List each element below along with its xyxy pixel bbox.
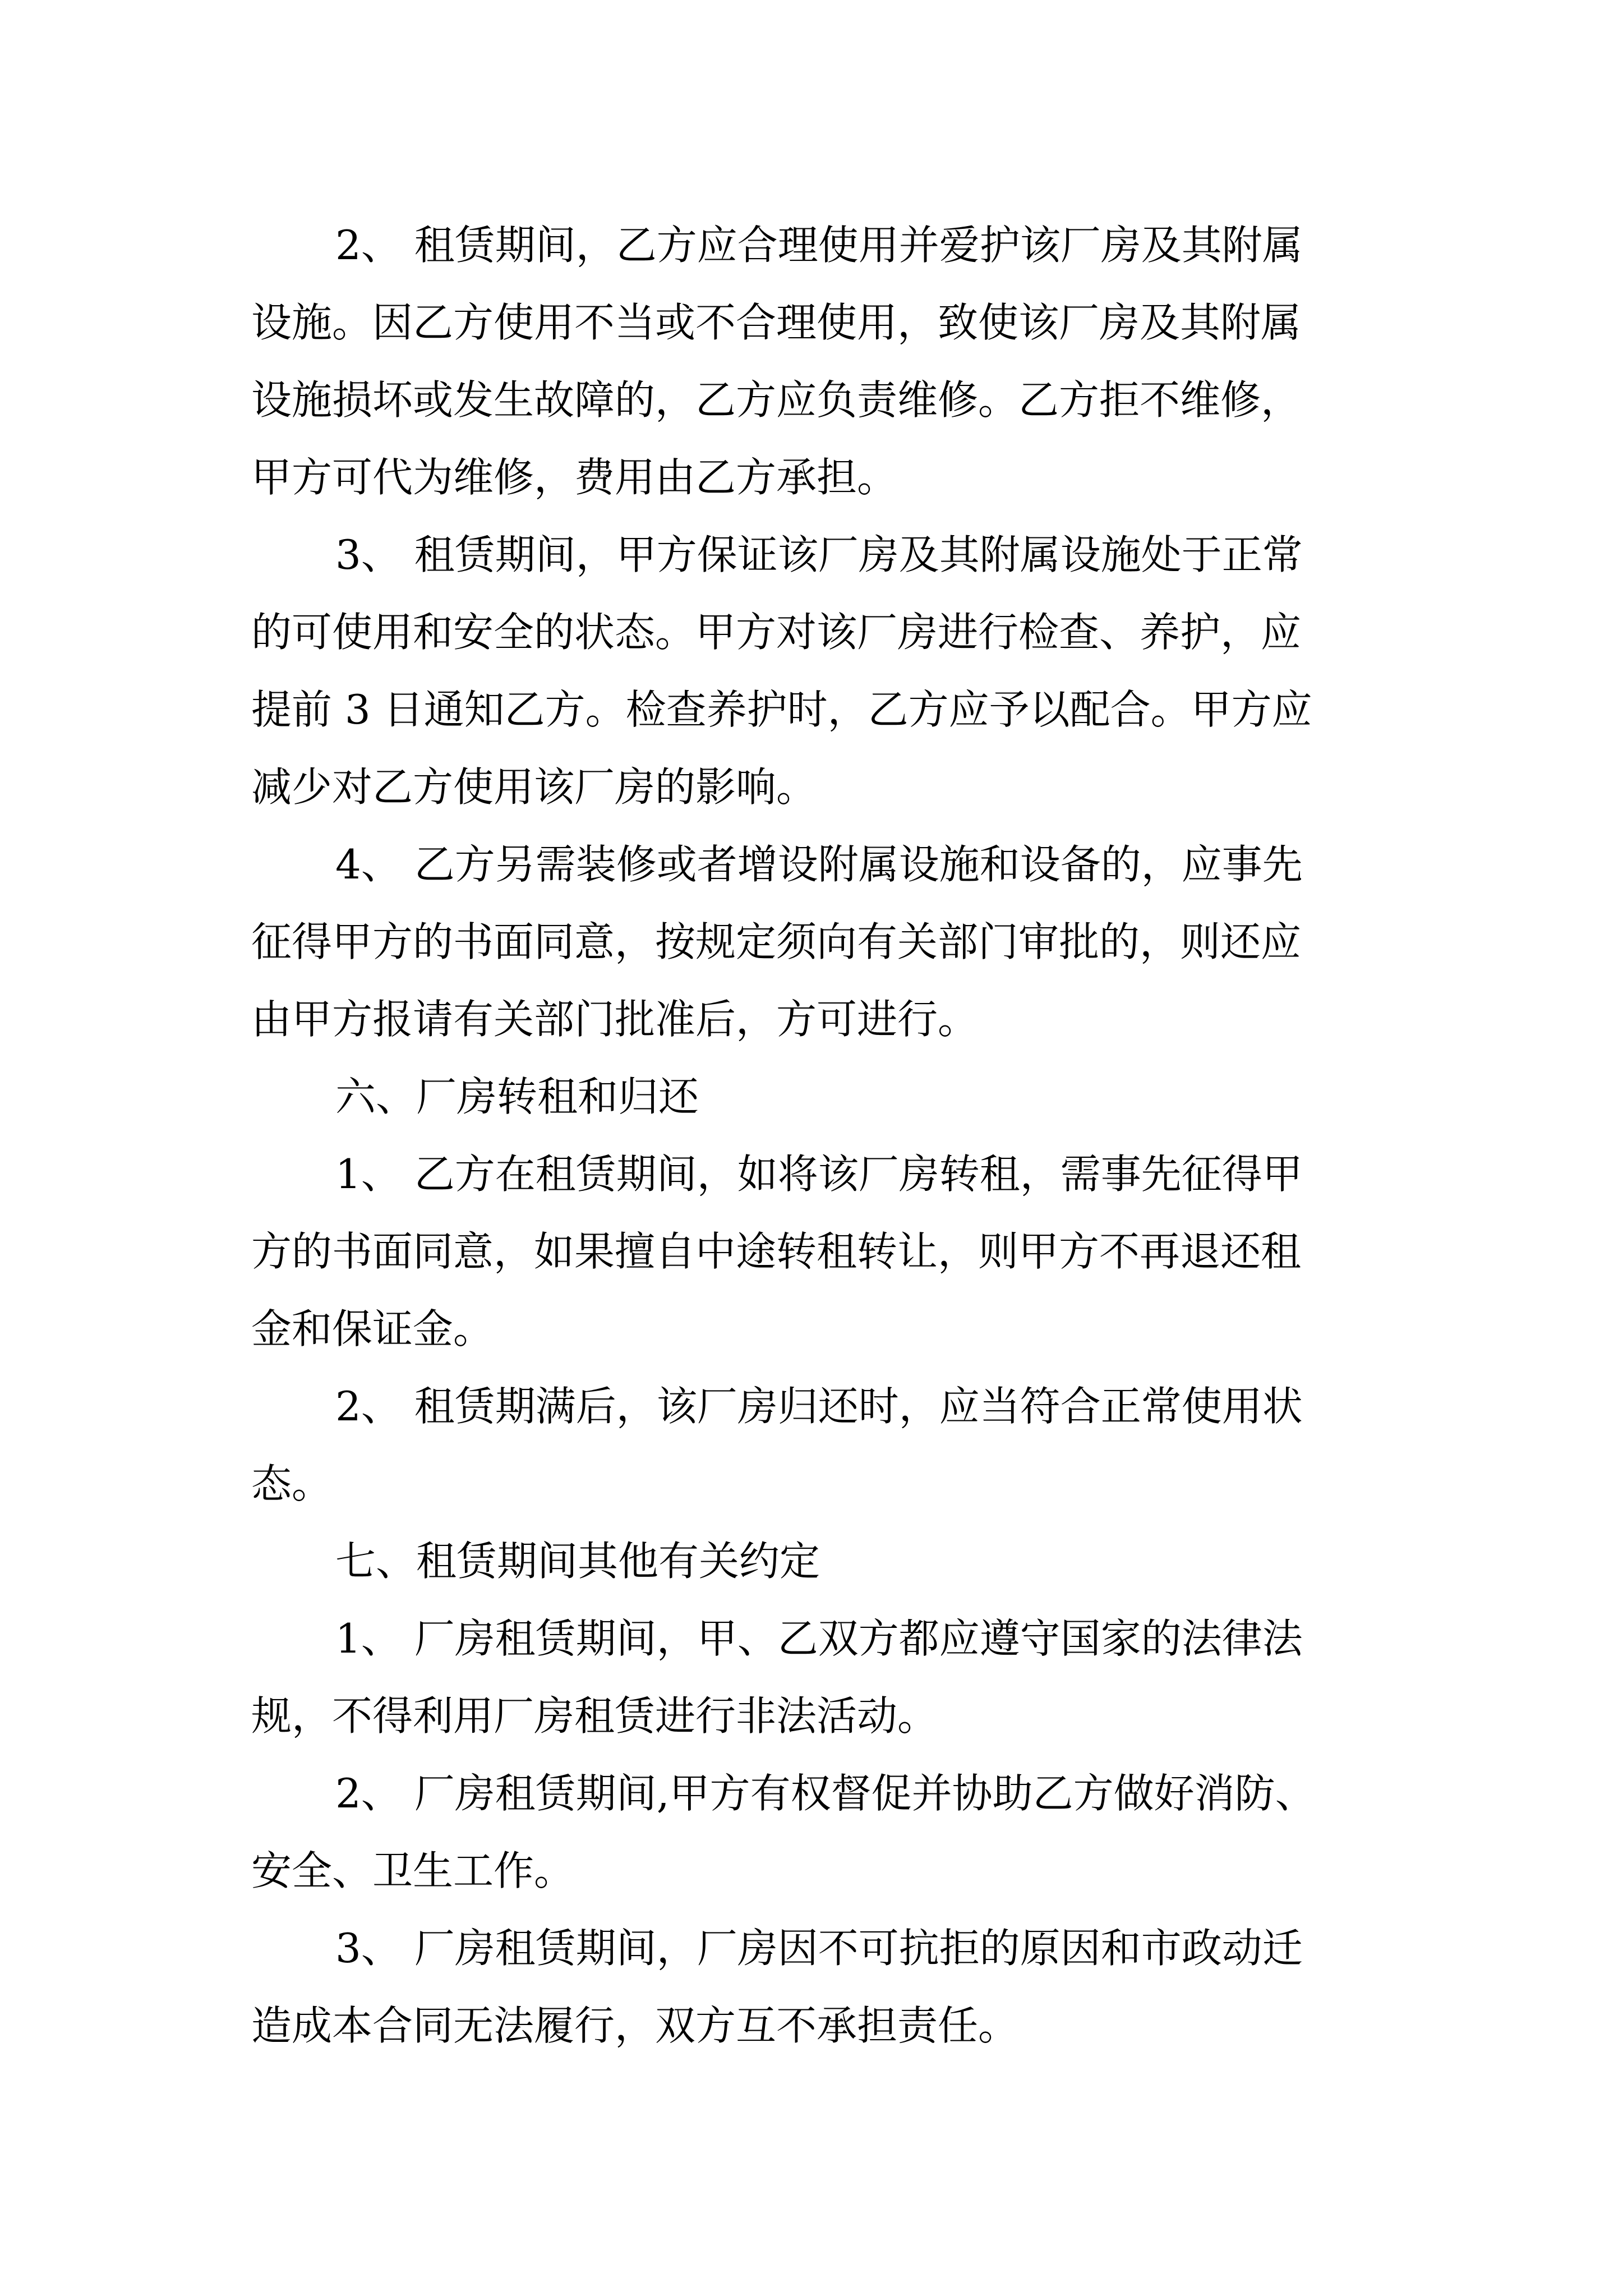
paragraph-line: 甲方可代为维修，费用由乙方承担。 bbox=[251, 454, 898, 501]
paragraph-line: 设施损坏或发生故障的，乙方应负责维修。乙方拒不维修， bbox=[251, 376, 1302, 424]
paragraph-line: 1、 厂房租赁期间，甲、乙双方都应遵守国家的法律法 bbox=[335, 1615, 1303, 1662]
document-body bbox=[251, 206, 1384, 2064]
paragraph-line: 2、 租赁期满后，该厂房归还时，应当符合正常使用状 bbox=[335, 1383, 1303, 1430]
paragraph-line: 由甲方报请有关部门批准后，方可进行。 bbox=[251, 996, 979, 1043]
paragraph-line: 安全、卫生工作。 bbox=[251, 1847, 575, 1894]
paragraph-line: 金和保证金。 bbox=[251, 1305, 494, 1352]
section-heading: 七、租赁期间其他有关约定 bbox=[335, 1538, 820, 1585]
paragraph-line: 2、 租赁期间，乙方应合理使用并爱护该厂房及其附属 bbox=[335, 222, 1303, 269]
paragraph-line: 3、 租赁期间，甲方保证该厂房及其附属设施处于正常 bbox=[335, 531, 1303, 578]
paragraph-line: 1、 乙方在租赁期间，如将该厂房转租，需事先征得甲 bbox=[335, 1151, 1303, 1198]
paragraph-line: 规，不得利用厂房租赁进行非法活动。 bbox=[251, 1692, 938, 1740]
paragraph-line: 的可使用和安全的状态。甲方对该厂房进行检查、养护，应 bbox=[251, 609, 1302, 656]
paragraph-line: 减少对乙方使用该厂房的影响。 bbox=[251, 763, 817, 811]
paragraph-line: 态。 bbox=[251, 1460, 333, 1507]
paragraph-line: 方的书面同意，如果擅自中途转租转让，则甲方不再退还租 bbox=[251, 1228, 1302, 1275]
section-heading: 六、厂房转租和归还 bbox=[335, 1073, 699, 1120]
paragraph-line: 造成本合同无法履行，双方互不承担责任。 bbox=[251, 2002, 1019, 2049]
paragraph-line: 设施。因乙方使用不当或不合理使用，致使该厂房及其附属 bbox=[251, 299, 1302, 346]
paragraph-line: 4、 乙方另需装修或者增设附属设施和设备的，应事先 bbox=[335, 841, 1303, 888]
paragraph-line: 3、 厂房租赁期间，厂房因不可抗拒的原因和市政动迁 bbox=[335, 1925, 1303, 1972]
paragraph-line: 2、 厂房租赁期间,甲方有权督促并协助乙方做好消防、 bbox=[335, 1770, 1316, 1817]
paragraph-line: 征得甲方的书面同意，按规定须向有关部门审批的，则还应 bbox=[251, 918, 1302, 965]
paragraph-line: 提前 3 日通知乙方。检查养护时，乙方应予以配合。甲方应 bbox=[251, 686, 1312, 733]
